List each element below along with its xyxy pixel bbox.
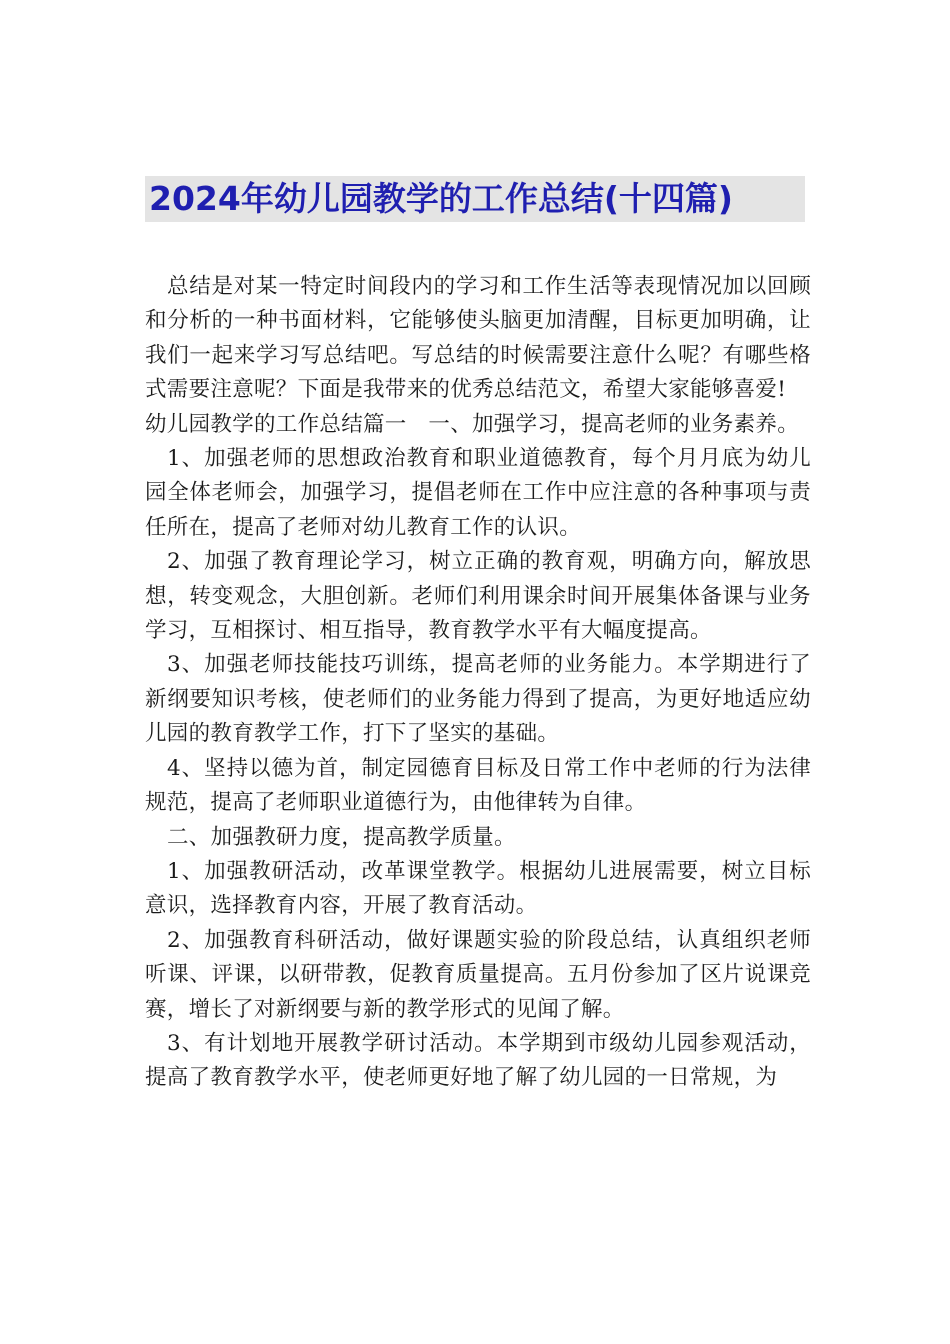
- body-text: [145, 270, 811, 1096]
- paragraph-item: 1、加强教研活动，改革课堂教学。根据幼儿进展需要，树立目标意识，选择教育内容，开展了教育活动。: [145, 858, 811, 919]
- paragraph-item: 4、坚持以德为首，制定园德育目标及日常工作中老师的行为法律规范，提高了老师职业道德行为，由他律转为自律。: [145, 755, 811, 816]
- paragraph-item: 2、加强教育科研活动，做好课题实验的阶段总结，认真组织老师听课、评课，以研带教，促教育质量提高。五月份参加了区片说课竞赛，增长了对新纲要与新的教学形式的见闻了解。: [145, 927, 811, 1022]
- paragraph-subheading: 二、加强教研力度，提高教学质量。: [167, 824, 516, 850]
- page-title: 2024年幼儿园教学的工作总结(十四篇): [149, 179, 734, 218]
- paragraph-intro: 总结是对某一特定时间段内的学习和工作生活等表现情况加以回顾和分析的一种书面材料，它能够使头脑更加清醒，目标更加明确，让我们一起来学习写总结吧。写总结的时候需要注意什么呢？有哪些格式需要注意呢？下面是我带来的优秀总结范文，希望大家能够喜爱!: [145, 274, 811, 403]
- paragraph-item: 2、加强了教育理论学习，树立正确的教育观，明确方向，解放思想，转变观念，大胆创新。老师们利用课余时间开展集体备课与业务学习，互相探讨、相互指导，教育教学水平有大幅度提高。: [145, 549, 811, 644]
- paragraph-section-heading: 幼儿园教学的工作总结篇一 一、加强学习，提高老师的业务素养。: [145, 411, 800, 437]
- paragraph-item: 3、有计划地开展教学研讨活动。本学期到市级幼儿园参观活动，提高了教育教学水平，使老师更好地了解了幼儿园的一日常规，为: [145, 1030, 811, 1091]
- paragraph-item: 3、加强老师技能技巧训练，提高老师的业务能力。本学期进行了新纲要知识考核，使老师们的业务能力得到了提高，为更好地适应幼儿园的教育教学工作，打下了坚实的基础。: [145, 652, 811, 747]
- title-highlight: [145, 176, 805, 222]
- paragraph-item: 1、加强老师的思想政治教育和职业道德教育，每个月月底为幼儿园全体老师会，加强学习，提倡老师在工作中应注意的各种事项与责任所在，提高了老师对幼儿教育工作的认识。: [145, 446, 811, 540]
